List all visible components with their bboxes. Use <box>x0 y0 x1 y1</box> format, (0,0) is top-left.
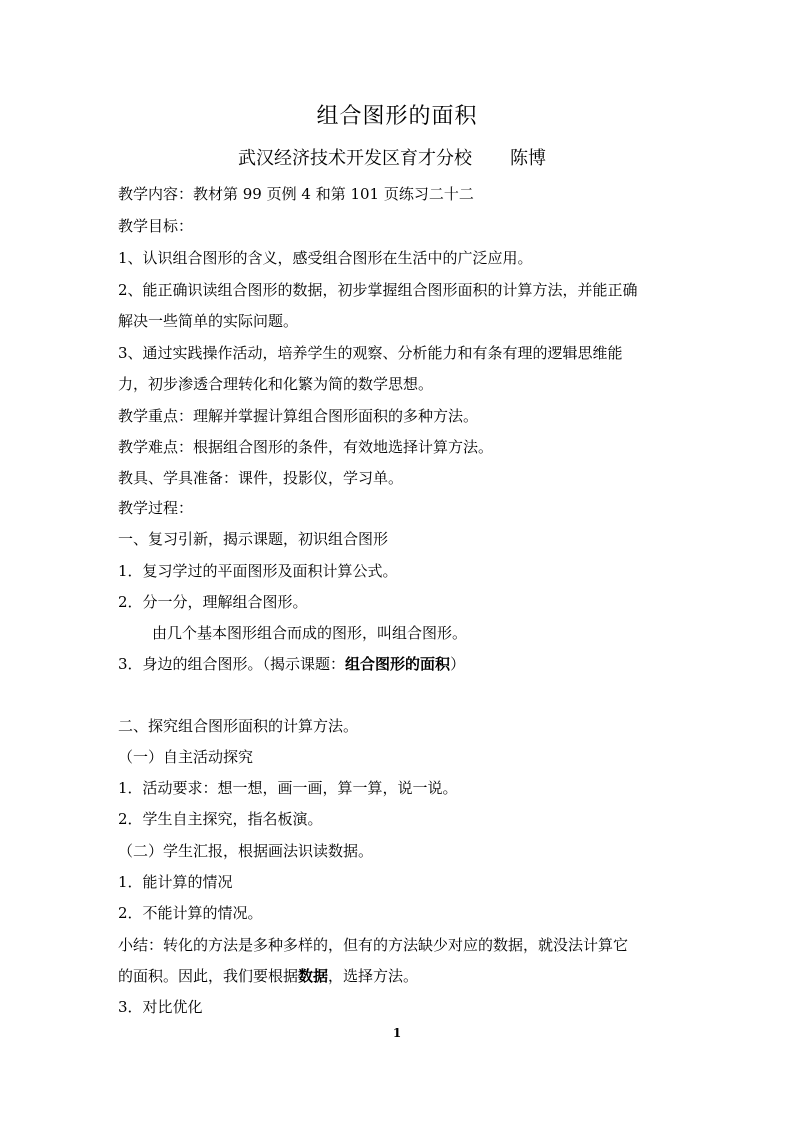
summary-line-2 <box>118 965 418 987</box>
step-2-2-1: 1．能计算的情况 <box>118 873 233 891</box>
goal-3-line-1: 3、通过实践操作活动，培养学生的观察、分析能力和有条有理的逻辑思维能 <box>118 344 623 362</box>
subsection-2-1: （一）自主活动探究 <box>118 748 254 766</box>
step-1-3-prefix: 3．身边的组合图形。（揭示课题： <box>118 655 346 673</box>
subsection-2-2: （二）学生汇报，根据画法识读数据。 <box>118 842 374 860</box>
goal-1: 1、认识组合图形的含义，感受组合图形在生活中的广泛应用。 <box>118 249 533 267</box>
page-number: 1 <box>392 1026 402 1040</box>
difficult-point-line: 教学难点：根据组合图形的条件，有效地选择计算方法。 <box>118 438 494 456</box>
teaching-content-line: 教学内容：教材第 99 页例 4 和第 101 页练习二十二 <box>118 185 474 203</box>
step-1-1: 1．复习学过的平面图形及面积计算公式。 <box>118 562 398 580</box>
author-name: 陈博 <box>510 148 546 169</box>
step-1-2: 2．分一分，理解组合图形。 <box>118 593 308 611</box>
materials-line: 教具、学具准备：课件，投影仪，学习单。 <box>118 469 404 487</box>
document-title: 组合图形的面积 <box>316 104 478 129</box>
section-2-heading: 二、探究组合图形面积的计算方法。 <box>118 717 359 735</box>
summary-line-2-prefix: 的面积。因此，我们要根据 <box>118 967 299 985</box>
step-1-3-suffix: ） <box>450 655 466 673</box>
step-2-2: 2．学生自主探究，指名板演。 <box>118 810 323 828</box>
definition-line: 由几个基本图形组合而成的图形，叫组合图形。 <box>152 624 468 642</box>
summary-line-2-suffix: ，选择方法。 <box>328 967 419 985</box>
teaching-goals-heading: 教学目标： <box>118 217 194 235</box>
section-1-heading: 一、复习引新，揭示课题，初识组合图形 <box>118 530 389 548</box>
author-line <box>238 146 546 172</box>
school-name: 武汉经济技术开发区育才分校 <box>238 148 472 169</box>
step-2-2-2: 2．不能计算的情况。 <box>118 904 263 922</box>
summary-line-2-bold-word: 数据 <box>298 967 329 985</box>
step-1-3-bold-topic: 组合图形的面积 <box>345 655 451 673</box>
summary-line-1: 小结：转化的方法是多种多样的，但有的方法缺少对应的数据，就没法计算它 <box>118 936 629 954</box>
step-2-2-3: 3．对比优化 <box>118 998 203 1016</box>
step-2-1: 1．活动要求：想一想，画一画，算一算，说一说。 <box>118 779 458 797</box>
goal-2-line-2: 解决一些简单的实际问题。 <box>118 312 299 330</box>
goal-3-line-2: 力，初步渗透合理转化和化繁为简的数学思想。 <box>118 375 434 393</box>
key-point-line: 教学重点：理解并掌握计算组合图形面积的多种方法。 <box>118 407 479 425</box>
goal-2-line-1: 2、能正确识读组合图形的数据，初步掌握组合图形面积的计算方法，并能正确 <box>118 281 638 299</box>
step-1-3 <box>118 653 465 675</box>
teaching-process-heading: 教学过程： <box>118 499 194 517</box>
